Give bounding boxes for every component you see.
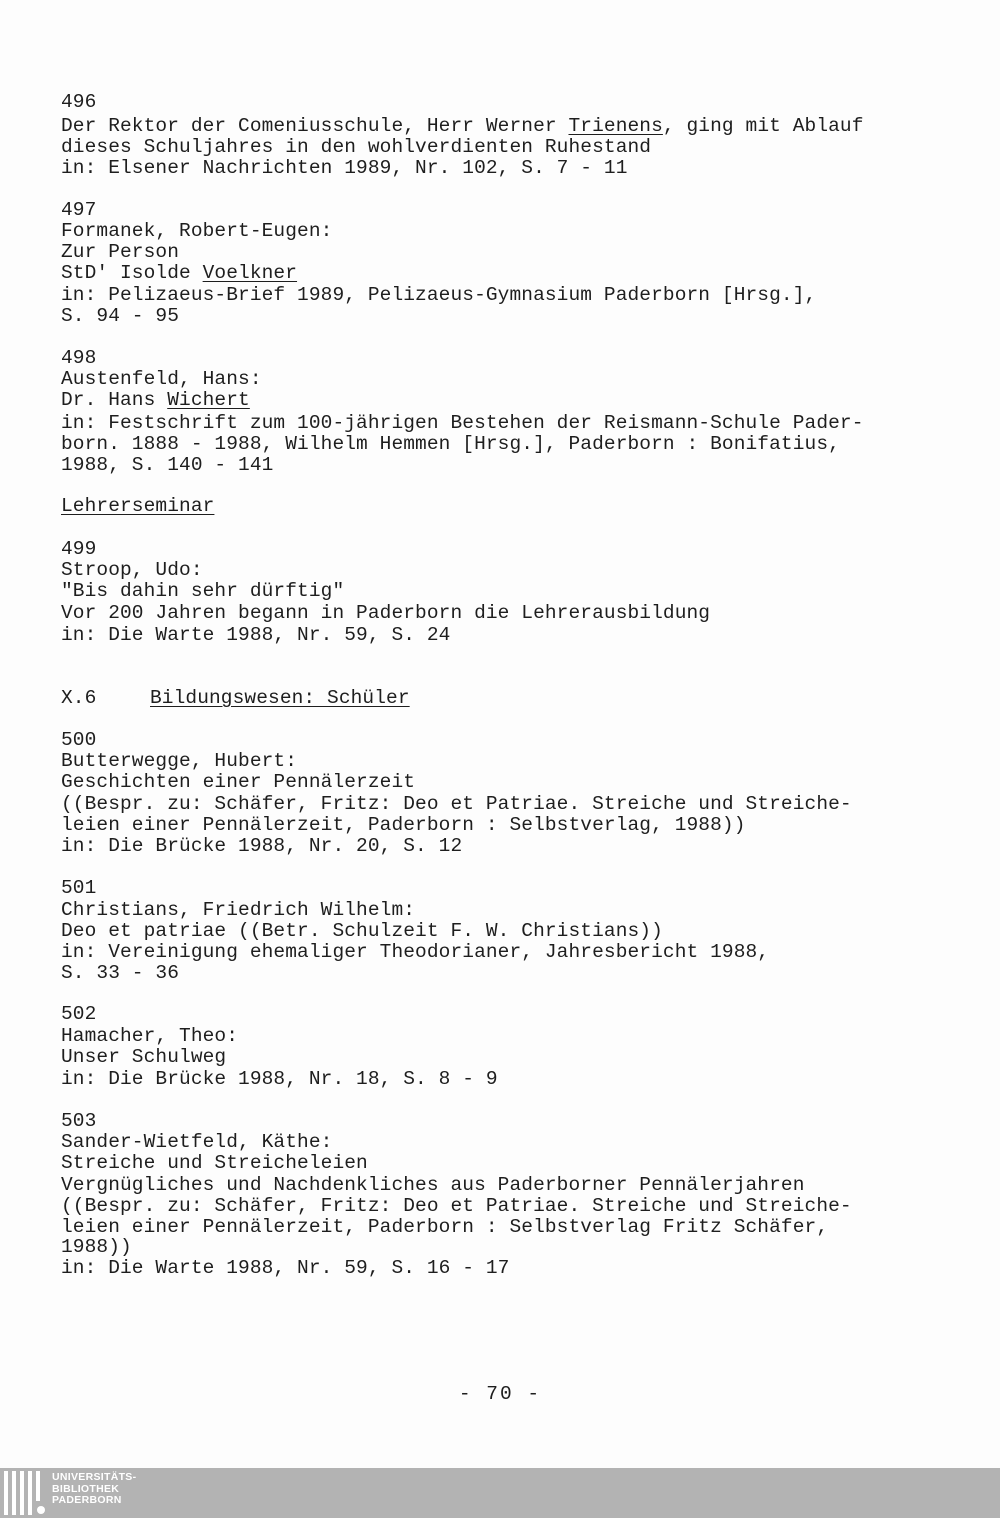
entry-line: ((Bespr. zu: Schäfer, Fritz: Deo et Patriae. Streiche und Streiche- (61, 793, 852, 815)
entry-line: Der Rektor der Comeniusschule, Herr Werner Trienens, ging mit Ablauf (61, 115, 864, 137)
entry-line: S. 33 - 36 (61, 962, 180, 984)
entry-number: 497 (61, 199, 97, 221)
entry-line: Geschichten einer Pennälerzeit (61, 771, 416, 793)
entry-line: Zur Person (61, 241, 180, 263)
entry-line: leien einer Pennälerzeit, Paderborn : Selbstverlag Fritz Schäfer, (61, 1216, 829, 1238)
entry-line: Streiche und Streicheleien (61, 1152, 368, 1174)
entry-number: 501 (61, 877, 97, 899)
entry-number: 500 (61, 729, 97, 751)
entry-number: 499 (61, 538, 97, 560)
entry-line: leien einer Pennälerzeit, Paderborn : Selbstverlag, 1988)) (61, 814, 746, 836)
entry-number: 498 (61, 347, 97, 369)
entry-line: "Bis dahin sehr dürftig" (61, 580, 345, 602)
section-title: Bildungswesen: Schüler (150, 687, 410, 709)
entry-line: in: Festschrift zum 100-jährigen Bestehen der Reismann-Schule Pader- (61, 412, 864, 434)
entry-line: Sander-Wietfeld, Käthe: (61, 1131, 333, 1153)
underlined-name: Voelkner (202, 262, 298, 284)
entry-line: 1988)) (61, 1236, 132, 1258)
entry-line: in: Die Brücke 1988, Nr. 20, S. 12 (61, 835, 463, 857)
logo-dot-icon (37, 1506, 45, 1514)
library-logo-text (52, 1472, 136, 1507)
entry-line: in: Die Warte 1988, Nr. 59, S. 24 (61, 624, 451, 646)
entry-line: Vor 200 Jahren begann in Paderborn die Lehrerausbildung (61, 602, 711, 624)
library-footer-bar (0, 1468, 1000, 1518)
section-number: X.6 (61, 687, 97, 709)
entry-line: S. 94 - 95 (61, 305, 180, 327)
entry-line: in: Vereinigung ehemaliger Theodorianer, Jahresbericht 1988, (61, 941, 770, 963)
entry-line: Christians, Friedrich Wilhelm: (61, 899, 416, 921)
entry-line: Deo et patriae ((Betr. Schulzeit F. W. Christians)) (61, 920, 663, 942)
entry-number: 496 (61, 91, 97, 113)
entry-line: Unser Schulweg (61, 1046, 227, 1068)
entry-line: ((Bespr. zu: Schäfer, Fritz: Deo et Patriae. Streiche und Streiche- (61, 1195, 852, 1217)
entry-line: Hamacher, Theo: (61, 1025, 239, 1047)
logo-line: UNIVERSITÄTS- (52, 1471, 137, 1483)
entry-line: in: Pelizaeus-Brief 1989, Pelizaeus-Gymnasium Paderborn [Hrsg.], (61, 284, 817, 306)
entry-line: Butterwegge, Hubert: (61, 750, 298, 772)
entry-line: in: Die Warte 1988, Nr. 59, S. 16 - 17 (61, 1257, 510, 1279)
underlined-name: Trienens (568, 115, 663, 137)
subheading: Lehrerseminar (61, 495, 215, 517)
underlined-name: Wichert (167, 389, 250, 411)
entry-line: Formanek, Robert-Eugen: (61, 220, 333, 242)
entry-line: Stroop, Udo: (61, 559, 203, 581)
logo-line: PADERBORN (52, 1494, 122, 1506)
logo-line: BIBLIOTHEK (52, 1482, 120, 1495)
entry-line: 1988, S. 140 - 141 (61, 454, 274, 476)
entry-line: in: Elsener Nachrichten 1989, Nr. 102, S. 7 - 11 (61, 157, 628, 179)
entry-line: Austenfeld, Hans: (61, 368, 262, 390)
entry-line: Dr. Hans Wichert (61, 389, 250, 411)
entry-line: born. 1888 - 1988, Wilhelm Hemmen [Hrsg.], Paderborn : Bonifatius, (61, 433, 840, 455)
page-number: - 70 - (458, 1383, 542, 1405)
entry-line: in: Die Brücke 1988, Nr. 18, S. 8 - 9 (61, 1068, 498, 1090)
entry-number: 502 (61, 1003, 97, 1025)
entry-line: StD' Isolde Voelkner (61, 262, 298, 284)
entry-line: dieses Schuljahres in den wohlverdienten Ruhestand (61, 136, 652, 158)
entry-number: 503 (61, 1110, 97, 1132)
entry-line: Vergnügliches und Nachdenkliches aus Paderborner Pennälerjahren (61, 1174, 805, 1196)
